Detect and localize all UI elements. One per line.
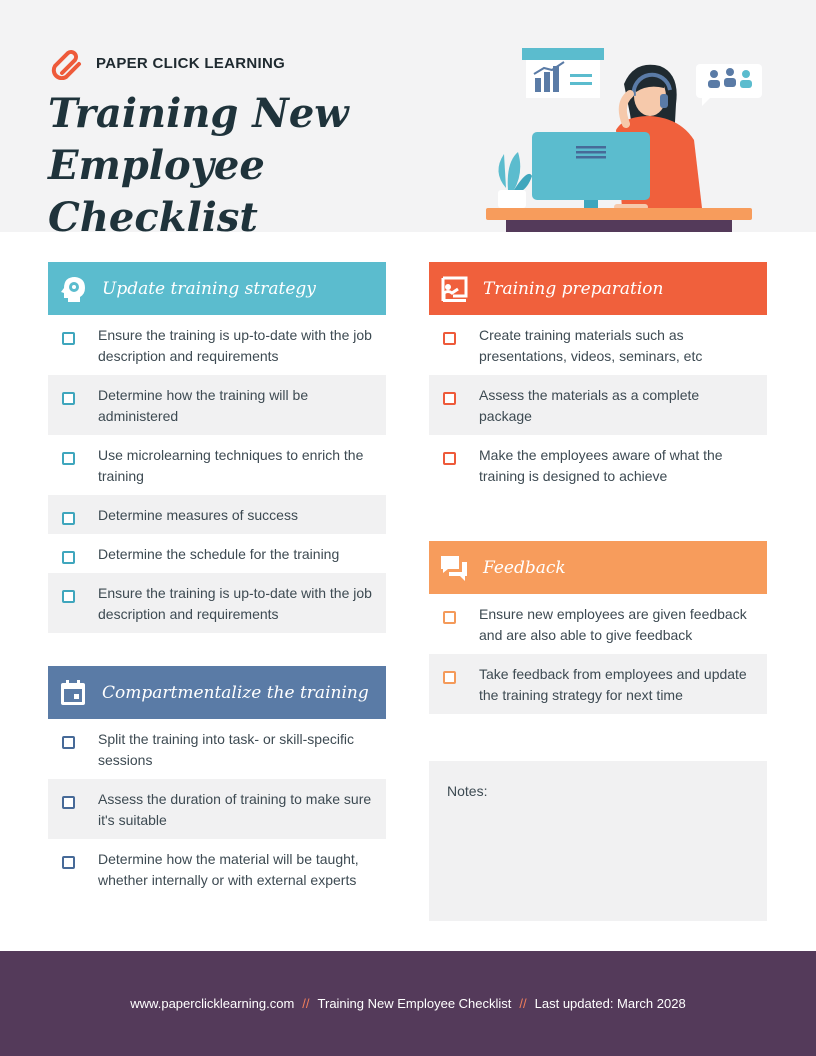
checklist-item (429, 315, 767, 375)
checklist (48, 315, 386, 633)
footer-separator: // (519, 996, 527, 1011)
checkbox[interactable] (62, 856, 75, 869)
checkbox[interactable] (62, 452, 75, 465)
section-header (429, 262, 767, 315)
checklist-item-text: Determine the schedule for the training (98, 546, 340, 562)
checkbox[interactable] (62, 392, 75, 405)
checklist-item-text: Take feedback from employees and update the training strategy for next time (479, 666, 747, 703)
footer (0, 951, 816, 1056)
checkbox[interactable] (443, 611, 456, 624)
checklist (429, 594, 767, 714)
section-title: Update training strategy (102, 278, 316, 299)
checkbox[interactable] (62, 551, 75, 564)
section-update-training-strategy (48, 262, 386, 633)
notes-label: Notes: (447, 783, 488, 799)
checklist-item (429, 654, 767, 714)
checklist (429, 315, 767, 495)
checklist-item-text: Determine how the material will be taught, whether internally or with external experts (98, 851, 359, 888)
header-banner (0, 0, 816, 241)
checkbox[interactable] (62, 736, 75, 749)
footer-website[interactable]: www.paperclicklearning.com (130, 996, 295, 1011)
checklist-item-text: Split the training into task- or skill-specific sessions (98, 731, 354, 768)
section-title: Feedback (483, 557, 566, 578)
brand (48, 46, 285, 80)
paperclip-icon (48, 46, 84, 80)
checklist (48, 719, 386, 899)
notes-box[interactable] (429, 761, 767, 921)
checklist-item (429, 375, 767, 435)
checkbox[interactable] (62, 796, 75, 809)
checklist-item (48, 315, 386, 375)
footer-separator: // (302, 996, 310, 1011)
checklist-item (429, 594, 767, 654)
checklist-item (48, 534, 386, 573)
checklist-item-text: Create training materials such as presentations, videos, seminars, etc (479, 327, 703, 364)
checklist-item-text: Use microlearning techniques to enrich the training (98, 447, 364, 484)
section-feedback (429, 541, 767, 714)
page-title (48, 88, 468, 244)
section-training-preparation (429, 262, 767, 495)
checklist-item (48, 573, 386, 633)
checkbox[interactable] (443, 332, 456, 345)
checklist-item (48, 719, 386, 779)
checkbox[interactable] (62, 590, 75, 603)
checklist-item (48, 495, 386, 534)
chat-bubbles-icon (439, 553, 469, 583)
checklist-item-text: Ensure the training is up-to-date with the job description and requirements (98, 585, 372, 622)
checkbox[interactable] (62, 332, 75, 345)
checkbox[interactable] (443, 392, 456, 405)
checklist-item (48, 839, 386, 899)
brand-name: PAPER CLICK LEARNING (96, 54, 286, 72)
section-header (48, 262, 386, 315)
footer-doc-title: Training New Employee Checklist (317, 996, 512, 1011)
checklist-item-text: Ensure the training is up-to-date with the job description and requirements (98, 327, 372, 364)
page-title-line-2: Employee Checklist (48, 142, 265, 241)
gear-head-icon (58, 274, 88, 304)
checkbox[interactable] (62, 512, 75, 525)
checklist-item-text: Ensure new employees are given feedback and are also able to give feedback (479, 606, 747, 643)
checkbox[interactable] (443, 452, 456, 465)
section-title: Compartmentalize the training (102, 682, 369, 703)
checklist-item-text: Assess the duration of training to make sure it's suitable (98, 791, 372, 828)
checkbox[interactable] (443, 671, 456, 684)
page-title-line-1: Training New (48, 90, 349, 137)
checklist-item (48, 375, 386, 435)
hero-illustration (484, 44, 766, 232)
checklist-item-text: Make the employees aware of what the training is designed to achieve (479, 447, 723, 484)
section-header (429, 541, 767, 594)
presentation-board-icon (439, 274, 469, 304)
checklist-item-text: Assess the materials as a complete package (479, 387, 700, 424)
footer-last-updated: Last updated: March 2028 (534, 996, 686, 1011)
checklist-item-text: Determine measures of success (98, 507, 298, 523)
checklist-item (48, 435, 386, 495)
checklist-item-text: Determine how the training will be administered (98, 387, 309, 424)
checklist-item (429, 435, 767, 495)
section-title: Training preparation (483, 278, 664, 299)
checklist-item (48, 779, 386, 839)
calendar-icon (58, 678, 88, 708)
section-compartmentalize-training (48, 666, 386, 899)
section-header (48, 666, 386, 719)
